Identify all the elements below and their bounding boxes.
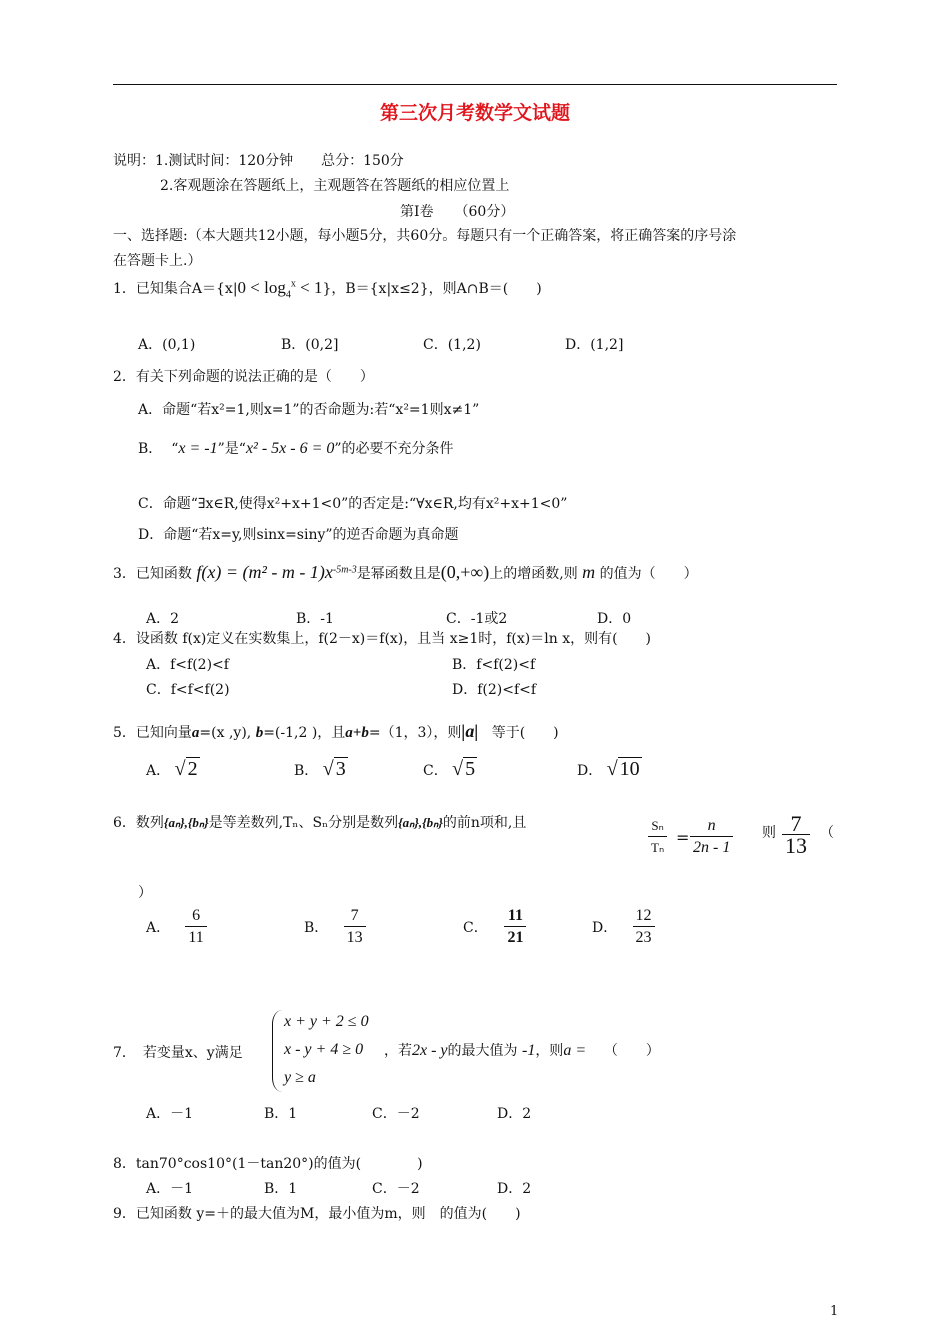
question-4-stem: 4．设函数 f(x)定义在实数集上，f(2－x)＝f(x)，且当 x≥1时，f(x)＝ln x，则有( ) (113, 631, 652, 647)
q1-option-b: B．(0,2] (281, 337, 339, 353)
q4-option-d: D．f(2)<f<f (452, 682, 537, 698)
q8-option-c: C．－2 (372, 1181, 420, 1197)
q6-fraction-n-over-2n1: $\frac{n}{2n - 1}$ (690, 816, 733, 859)
question-1-stem (113, 278, 542, 300)
section-heading: 第Ⅰ卷 （60分） (400, 204, 515, 220)
q7-condition: ，若2x - y的最大值为 -1，则a = （ ） (384, 1042, 660, 1059)
q7-option-c: C．－2 (372, 1106, 420, 1122)
q3-option-b: B．-1 (296, 611, 334, 627)
question-9-stem: 9．已知函数 y=＋的最大值为M，最小值为m，则 的值为( ) (113, 1206, 521, 1222)
question-3-stem: 3．已知函数 $f(x) = (m^2 - m - 1)x^{-5m-3}$是幂函数且是(0,+∞)上的增函数,则 m 的值为（ ） (113, 562, 698, 582)
q6-option-c: C． $\frac{11}{21}$ (463, 906, 526, 949)
q8-option-a: A．－1 (146, 1181, 194, 1197)
q1-rest: }，B＝{x|x≤2}，则A∩B＝( ) (322, 281, 542, 297)
q2-option-b: B． “x = -1”是“x² - 5x - 6 = 0”的必要不充分条件 (138, 440, 454, 457)
q1-set-expr: $0 < \log_4^x < 1$ (237, 278, 323, 301)
q8-option-d: D．2 (497, 1181, 532, 1197)
instructions-line-1: 一、选择题:（本大题共12小题，每小题5分，共60分。每题只有一个正确答案，将正确答案的序号涂 (113, 228, 737, 244)
q2-option-a: A．命题“若x²=1,则x=1”的否命题为:若“x²=1则x≠1” (138, 402, 480, 418)
q1-option-c: C．(1,2) (423, 337, 481, 353)
question-6-stem: 6．数列{aₙ},{bₙ}是等差数列,Tₙ、Sₙ分别是数列{aₙ},{bₙ}的前n项和,且 (113, 815, 527, 831)
q7-option-a: A．－1 (146, 1106, 194, 1122)
q4-option-c: C．f<f<f(2) (146, 682, 230, 698)
q5-option-d: D． √ 10 (577, 758, 640, 780)
q2-option-d: D．命题“若x=y,则sinx=siny”的逆否命题为真命题 (138, 527, 459, 543)
q5-option-a: A． √ 2 (146, 758, 198, 780)
q6-paren-open: （ (820, 825, 834, 841)
q6-option-d: D． $\frac{12}{23}$ (592, 906, 655, 949)
header-rule (113, 84, 837, 85)
q3-option-c: C．-1或2 (446, 611, 508, 627)
q7-constraint-3: y ≥ a (284, 1069, 316, 1086)
q5-option-b: B． √ 3 (294, 758, 346, 780)
q1-option-a: A．(0,1) (138, 337, 196, 353)
q7-constraint-2: x - y + 4 ≥ 0 (284, 1041, 364, 1058)
q7-option-b: B．1 (264, 1106, 298, 1122)
q6-option-b: B． $\frac{7}{13}$ (304, 906, 366, 949)
q7-system-brace (272, 1010, 283, 1092)
q6-then: 则 (762, 825, 776, 841)
q6-paren-close: ） (138, 885, 152, 901)
q2-option-c: C．命题“∃x∈R,使得x²+x+1<0”的否定是:“∀x∈R,均有x²+x+1<0” (138, 496, 568, 512)
instructions-line-2: 在答题卡上.） (113, 253, 202, 269)
q4-option-a: A．f<f(2)<f (146, 657, 229, 673)
question-8-stem: 8．tan70°cos10°(1－tan20°)的值为( ) (113, 1156, 423, 1172)
q7-option-d: D．2 (497, 1106, 532, 1122)
q6-fraction-target: $\frac{7}{13}$ (782, 814, 810, 857)
q6-option-a: A． $\frac{6}{11}$ (146, 906, 207, 949)
q3-option-d: D．0 (597, 611, 632, 627)
note-line-1: 说明：1.测试时间：120分钟 总分：150分 (113, 153, 404, 169)
q4-option-b: B．f<f(2)<f (452, 657, 536, 673)
q3-option-a: A．2 (146, 611, 180, 627)
q6-fraction-s-over-t: $\frac{\text{Sₙ}}{\text{Tₙ}}$ (648, 816, 667, 859)
question-7-prefix: 7． 若变量x、y满足 (113, 1045, 243, 1061)
q1-prefix: 1．已知集合A＝{x| (113, 281, 238, 297)
q5-option-c: C． √ 5 (423, 758, 476, 780)
note-line-2: 2.客观题涂在答题纸上，主观题答在答题纸的相应位置上 (160, 178, 510, 194)
page-number: 1 (830, 1304, 839, 1319)
question-2-stem: 2．有关下列命题的说法正确的是（ ） (113, 369, 374, 385)
q1-option-d: D．(1,2] (565, 337, 624, 353)
page-title: 第三次月考数学文试题 (379, 102, 570, 124)
q8-option-b: B．1 (264, 1181, 298, 1197)
q7-constraint-1: x + y + 2 ≤ 0 (284, 1013, 369, 1030)
q6-equals: = (676, 828, 690, 847)
question-5-stem: 5．已知向量a=(x ,y), b=(-1,2 )，且a+b=（1，3），则|a| 等于( ) (113, 721, 559, 741)
